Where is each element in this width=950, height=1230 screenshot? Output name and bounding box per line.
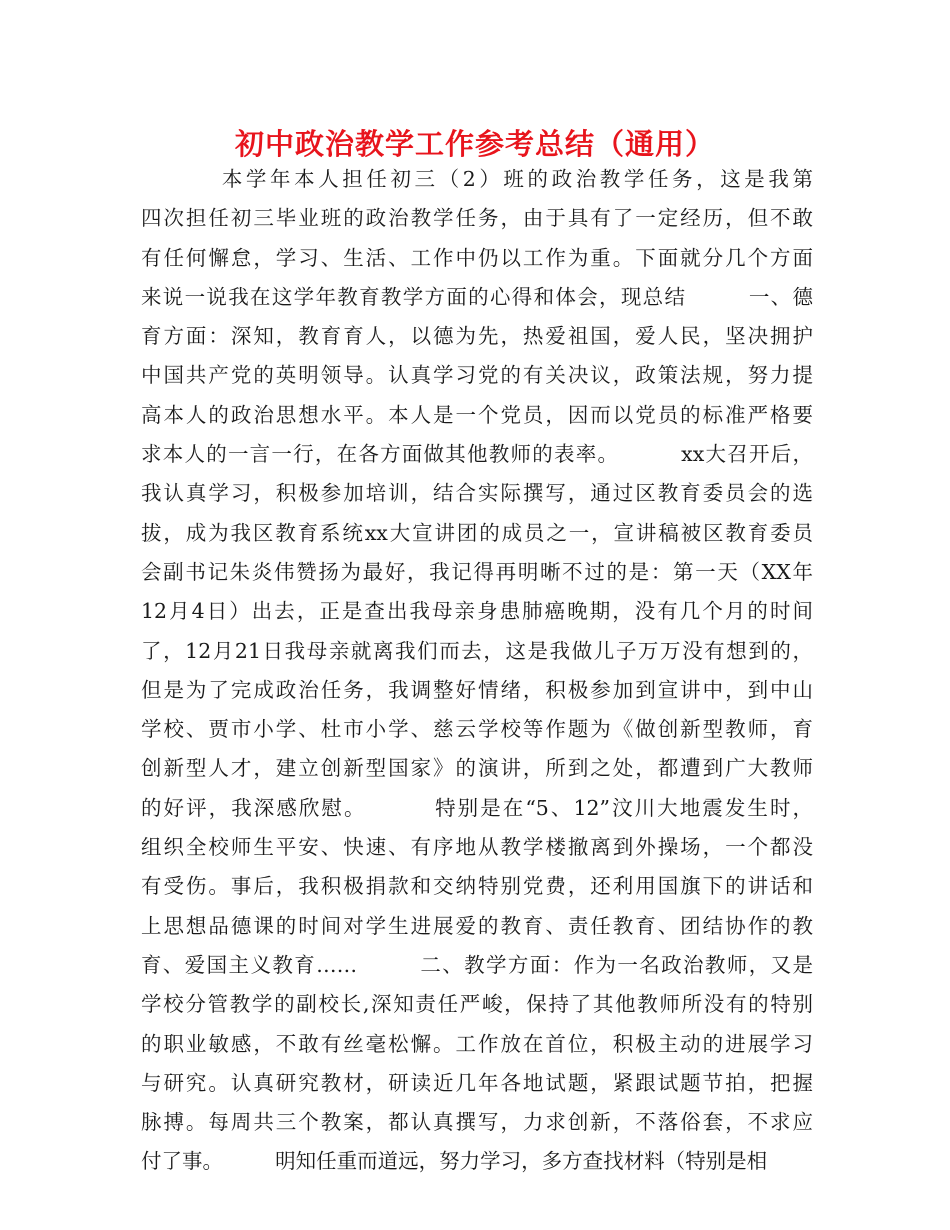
body-line: 与研究。认真研究教材，研读近几年各地试题，紧跟试题节拍，把握 bbox=[141, 1070, 813, 1095]
body-line: 但是为了完成政治任务，我调整好情绪，积极参加到宣讲中，到中山 bbox=[141, 677, 813, 702]
body-line: 我认真学习，积极参加培训，结合实际撰写，通过区教育委员会的选 bbox=[141, 481, 813, 506]
body-line: 本学年本人担任初三（2）班的政治教学任务，这是我第 bbox=[141, 167, 813, 191]
body-line: 育、爱国主义教育…… 二、教学方面：作为一名政治教师，又是 bbox=[141, 952, 813, 977]
body-line: 来说一说我在这学年教育教学方面的心得和体会，现总结 一、德 bbox=[141, 284, 813, 309]
body-line: 中国共产党的英明领导。认真学习党的有关决议，政策法规，努力提 bbox=[141, 363, 813, 388]
body-line: 学校分管教学的副校长,深知责任严峻，保持了其他教师所没有的特别 bbox=[141, 992, 813, 1017]
body-line: 上思想品德课的时间对学生进展爱的教育、责任教育、团结协作的教 bbox=[141, 913, 813, 938]
body-line: 的好评，我深感欣慰。 特别是在“5、12”汶川大地震发生时， bbox=[141, 795, 813, 820]
body-line: 有任何懈怠，学习、生活、工作中仍以工作为重。下面就分几个方面 bbox=[141, 245, 813, 270]
body-line: 12月4日）出去，正是查出我母亲身患肺癌晚期，没有几个月的时间 bbox=[141, 599, 813, 624]
body-line: 求本人的一言一行，在各方面做其他教师的表率。 xx大召开后， bbox=[141, 442, 813, 467]
body-line: 脉搏。每周共三个教案，都认真撰写，力求创新，不落俗套，不求应 bbox=[141, 1110, 813, 1135]
body-line: 高本人的政治思想水平。本人是一个党员，因而以党员的标准严格要 bbox=[141, 402, 813, 427]
body-line: 育方面：深知，教育育人，以德为先，热爱祖国，爱人民，坚决拥护 bbox=[141, 324, 813, 349]
document-title: 初中政治教学工作参考总结（通用） bbox=[234, 127, 715, 161]
body-line: 组织全校师生平安、快速、有序地从教学楼撤离到外操场，一个都没 bbox=[141, 835, 813, 860]
body-line: 付了事。 明知任重而道远，努力学习，多方查找材料（特别是相 bbox=[141, 1149, 768, 1174]
document-body bbox=[141, 160, 813, 1182]
body-line: 四次担任初三毕业班的政治教学任务，由于具有了一定经历，但不敢 bbox=[141, 206, 813, 231]
body-line: 有受伤。事后，我积极捐款和交纳特别党费，还利用国旗下的讲话和 bbox=[141, 874, 813, 899]
body-line: 拔，成为我区教育系统xx大宣讲团的成员之一，宣讲稿被区教育委员 bbox=[141, 520, 813, 545]
body-line: 会副书记朱炎伟赞扬为最好，我记得再明晰不过的是：第一天（XX年 bbox=[141, 559, 813, 584]
body-line: 学校、贾市小学、杜市小学、慈云学校等作题为《做创新型教师，育 bbox=[141, 717, 813, 742]
body-line: 的职业敏感，不敢有丝毫松懈。工作放在首位，积极主动的进展学习 bbox=[141, 1031, 813, 1056]
body-line: 创新型人才，建立创新型国家》的演讲，所到之处，都遭到广大教师 bbox=[141, 756, 813, 781]
body-line: 了，12月21日我母亲就离我们而去，这是我做儿子万万没有想到的， bbox=[141, 638, 813, 663]
